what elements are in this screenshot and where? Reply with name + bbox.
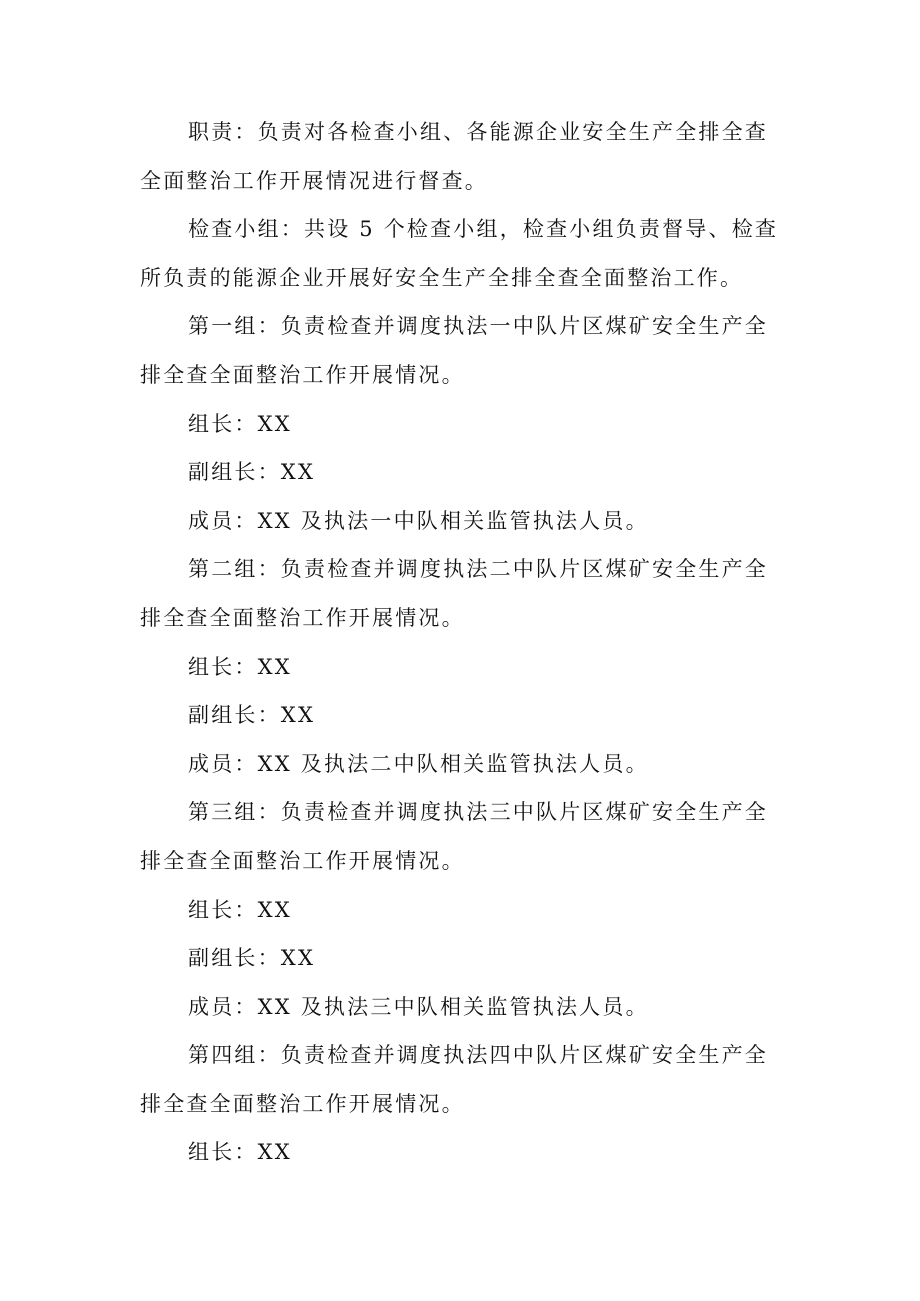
paragraph-group-2-deputy: 副组长：XX bbox=[188, 703, 316, 728]
paragraph-group-2: 第二组：负责检查并调度执法二中队片区煤矿安全生产全排全查全面整治工作开展情况。 bbox=[140, 557, 768, 630]
paragraph-group-4: 第四组：负责检查并调度执法四中队片区煤矿安全生产全排全查全面整治工作开展情况。 bbox=[140, 1043, 768, 1116]
document-body bbox=[140, 108, 790, 1177]
paragraph-group-4-leader: 组长：XX bbox=[188, 1140, 292, 1165]
paragraph-group-3: 第三组：负责检查并调度执法三中队片区煤矿安全生产全排全查全面整治工作开展情况。 bbox=[140, 800, 768, 873]
paragraph-group-3-deputy: 副组长：XX bbox=[188, 946, 316, 971]
paragraph-group-2-members: 成员：XX 及执法二中队相关监管执法人员。 bbox=[188, 751, 649, 776]
paragraph-duties: 职责：负责对各检查小组、各能源企业安全生产全排全查全面整治工作开展情况进行督查。 bbox=[140, 120, 768, 193]
paragraph-group-1-deputy: 副组长：XX bbox=[188, 460, 316, 485]
paragraph-group-1: 第一组：负责检查并调度执法一中队片区煤矿安全生产全排全查全面整治工作开展情况。 bbox=[140, 314, 768, 387]
paragraph-group-1-members: 成员：XX 及执法一中队相关监管执法人员。 bbox=[188, 508, 649, 533]
paragraph-inspection-groups: 检查小组：共设 5 个检查小组，检查小组负责督导、检查所负责的能源企业开展好安全生产全排全查全面整治工作。 bbox=[140, 217, 779, 290]
paragraph-group-3-leader: 组长：XX bbox=[188, 897, 292, 922]
paragraph-group-3-members: 成员：XX 及执法三中队相关监管执法人员。 bbox=[188, 994, 649, 1019]
paragraph-group-2-leader: 组长：XX bbox=[188, 654, 292, 679]
paragraph-group-1-leader: 组长：XX bbox=[188, 411, 292, 436]
